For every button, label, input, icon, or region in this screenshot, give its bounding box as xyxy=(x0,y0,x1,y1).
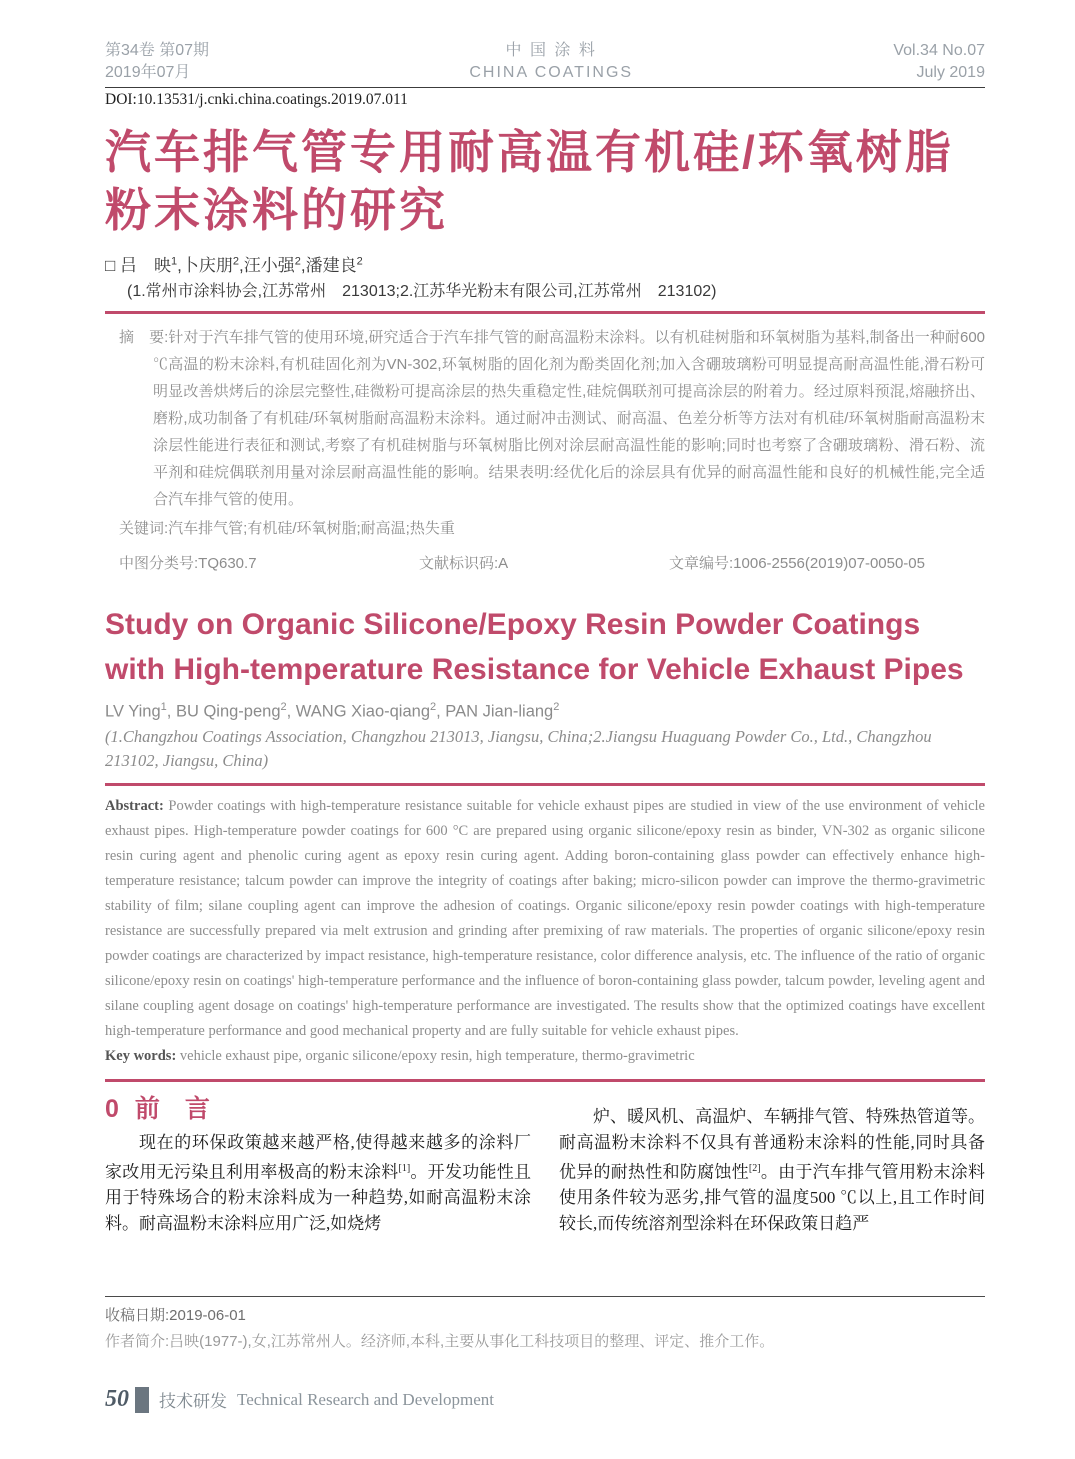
author-box-marker: □ xyxy=(105,256,120,275)
affiliation-en: (1.Changzhou Coatings Association, Changzhou 213013, Jiangsu, China;2.Jiangsu Huaguang Powder Co., Ltd., Changzhou 213102, Jiangsu, China) xyxy=(105,726,932,770)
author-en-1-sup: 1 xyxy=(160,701,167,713)
volume-issue-cn: 第34卷 第07期 xyxy=(105,42,210,59)
intro-right-paragraph xyxy=(559,1104,985,1238)
author-cn-1-sup: 1 xyxy=(171,255,178,268)
affiliation-cn: (1.常州市涂料协会,江苏常州 213013;2.江苏华光粉末有限公司,江苏常州 213102) xyxy=(127,283,717,300)
author-en-4-sup: 2 xyxy=(553,701,560,713)
article-title-cn xyxy=(105,123,985,239)
clc-number: 中图分类号:TQ630.7 xyxy=(119,555,257,572)
intro-right-text-2: 。由于汽车排气管用粉末涂料使用条件较为恶劣,排气管的温度500 ℃以上,且工作时间较长,而传统溶剂型涂料在环保政策日趋严 xyxy=(559,1162,986,1234)
author-cn-1: 吕 映 xyxy=(120,256,171,275)
abstract-en xyxy=(105,794,985,1044)
authors-cn xyxy=(105,251,985,276)
author-cn-4: ,潘建良 xyxy=(300,256,357,275)
intro-left-text-1: 现在的环保政策越来越严格,使得越来越多的涂料厂家改用无污染且利用率极高的粉末涂料 xyxy=(105,1132,531,1182)
author-en-2: , BU Qing-peng xyxy=(166,702,281,721)
header-divider xyxy=(105,87,985,88)
page-content xyxy=(105,0,985,1237)
author-cn-3: ,汪小强 xyxy=(238,256,295,275)
intro-right-column xyxy=(559,1094,985,1238)
header-left xyxy=(105,40,209,84)
author-en-2-sup: 2 xyxy=(280,701,287,713)
keywords-cn-body: 汽车排气管;有机硅/环氧树脂;耐高温;热失重 xyxy=(168,520,455,537)
author-en-4: , PAN Jian-liang xyxy=(436,702,554,721)
keywords-cn xyxy=(119,515,985,542)
abstract-en-label: Abstract: xyxy=(105,797,164,814)
keywords-en xyxy=(105,1044,985,1069)
article-title-en-line1: Study on Organic Silicone/Epoxy Resin Powder Coatings xyxy=(105,608,921,641)
page-footer xyxy=(105,1386,494,1413)
author-cn-4-sup: 2 xyxy=(356,255,363,268)
intro-left-column xyxy=(105,1094,531,1238)
section-title: 前 言 xyxy=(134,1094,210,1123)
abstract-cn-label: 摘 要: xyxy=(119,329,169,346)
footnote-block xyxy=(105,1296,985,1355)
journal-header xyxy=(105,0,985,84)
intro-left-paragraph xyxy=(105,1130,531,1238)
issue-date-en: July 2019 xyxy=(916,64,985,81)
article-title-en-line2: with High-temperature Resistance for Vehicle Exhaust Pipes xyxy=(105,653,964,686)
article-title-cn-line1: 汽车排气管专用耐高温有机硅/环氧树脂 xyxy=(105,126,954,178)
author-cn-2: ,卜庆朋 xyxy=(177,256,233,275)
section-heading xyxy=(105,1094,531,1124)
footer-bar-icon xyxy=(135,1387,149,1413)
author-cn-3-sup: 2 xyxy=(294,255,301,268)
document-code: 文献标识码:A xyxy=(419,555,509,572)
article-title-cn-line2: 粉末涂料的研究 xyxy=(105,184,448,236)
journal-title-en: CHINA COATINGS xyxy=(469,64,634,81)
header-right xyxy=(893,40,985,84)
volume-issue-en: Vol.34 No.07 xyxy=(893,42,985,59)
abstract-cn-body: 针对于汽车排气管的使用环境,研究适合于汽车排气管的耐高温粉末涂料。以有机硅树脂和环氧树脂为基料,制备出一种耐600 ℃高温的粉末涂料,有机硅固化剂为VN-302,环氧树脂的固化剂为酚类固化剂;加入含硼玻璃粉可明显提高耐高温性能,滑石粉可明显改善烘烤后的涂层完整性,硅微粉可提高涂层的热失重稳定性,硅烷偶联剂可提高涂层的附着力。经过原料预混,熔融挤出、磨粉,成功制备了有机硅/环氧树脂耐高温粉末涂料。通过耐冲击测试、耐高温、色差分析等方法对有机硅/环氧树脂耐高温粉末涂层性能进行表征和测试,考察了有机硅树脂与环氧树脂比例对涂层耐高温性能的影响;同时也考察了含硼玻璃粉、滑石粉、流平剂和硅烷偶联剂用量对涂层耐高温性能的影响。结果表明:经优化后的涂层具有优异的耐高温性能和良好的机械性能,完全适合汽车排气管的使用。 xyxy=(153,329,986,508)
reference-1-marker: [1] xyxy=(398,1162,411,1174)
footer-section-en: Technical Research and Development xyxy=(237,1389,495,1409)
page-number: 50 xyxy=(105,1386,129,1412)
footer-section-cn: 技术研发 xyxy=(159,1392,227,1411)
article-id: 文章编号:1006-2556(2019)07-0050-05 xyxy=(669,555,925,572)
keywords-en-label: Key words: xyxy=(105,1047,177,1064)
author-bio: 作者简介:吕映(1977-),女,江苏常州人。经济师,本科,主要从事化工科技项目的整理、评定、推介工作。 xyxy=(105,1333,775,1350)
accent-divider-1 xyxy=(105,311,985,314)
intro-right-text-1: 炉、暖风机、高温炉、车辆排气管、特殊热管道等。耐高温粉末涂料不仅具有普通粉末涂料的性能,同时具备优异的耐热性和防腐蚀性 xyxy=(559,1106,985,1182)
keywords-en-body: vehicle exhaust pipe, organic silicone/epoxy resin, high temperature, thermo-gravimetric xyxy=(176,1047,695,1064)
authors-en xyxy=(105,701,985,722)
accent-divider-2 xyxy=(105,783,985,786)
doi-line: DOI:10.13531/j.cnki.china.coatings.2019.07.011 xyxy=(105,91,408,108)
introduction-section xyxy=(105,1094,985,1238)
abstract-cn xyxy=(119,324,985,513)
header-center xyxy=(469,40,633,84)
intro-left-text-2: 。开发功能性且用于特殊场合的粉末涂料成为一种趋势,如耐高温粉末涂料。耐高温粉末涂料应用广泛,如烧烤 xyxy=(105,1162,532,1234)
author-cn-2-sup: 2 xyxy=(232,255,239,268)
issue-date-cn: 2019年07月 xyxy=(105,64,191,81)
author-en-3: , WANG Xiao-qiang xyxy=(286,702,431,721)
section-number: 0 xyxy=(105,1094,119,1123)
author-en-1: LV Ying xyxy=(105,702,161,721)
classification-row xyxy=(119,552,985,576)
accent-divider-3 xyxy=(105,1079,985,1082)
keywords-cn-label: 关键词: xyxy=(119,520,169,537)
received-date: 收稿日期:2019-06-01 xyxy=(105,1307,246,1324)
journal-title-cn: 中 国 涂 料 xyxy=(505,42,597,59)
abstract-en-body: Powder coatings with high-temperature resistance suitable for vehicle exhaust pipes are studied in view of the use environment of vehicle exhaust pipes. High-temperature powder coatings for 600 °C are prepared using organic silicone/epoxy resin as binder, VN-302 as organic silicone resin curing agent and phenolic curing agent as epoxy resin curing agent. Adding boron-containing glass powder can effectively enhance high-temperature resistance; talcum powder can improve the integrity of coatings after baking; micro-silicon powder can improve the thermo-gravimetric stability of film; silane coupling agent can improve the adhesion of coatings. Organic silicone/epoxy resin powder coatings with high-temperature resistance are successfully prepared via melt extrusion and grinding after premixing of raw materials. The properties of organic silicone/epoxy resin powder coatings are characterized by impact resistance, high-temperature resistance, color difference analysis, etc. The influence of the ratio of organic silicone/epoxy resin on coatings' high-temperature performance and the influence of boron-containing glass powder, talcum powder, leveling agent and silane coupling agent dosage on coatings' high-temperature performance are investigated. The results show that the optimized coatings have excellent high-temperature performance and good mechanical property and are fully suitable for vehicle exhaust pipes. xyxy=(105,797,985,1039)
author-en-3-sup: 2 xyxy=(430,701,437,713)
reference-2-marker: [2] xyxy=(748,1162,761,1174)
article-title-en xyxy=(105,602,985,692)
